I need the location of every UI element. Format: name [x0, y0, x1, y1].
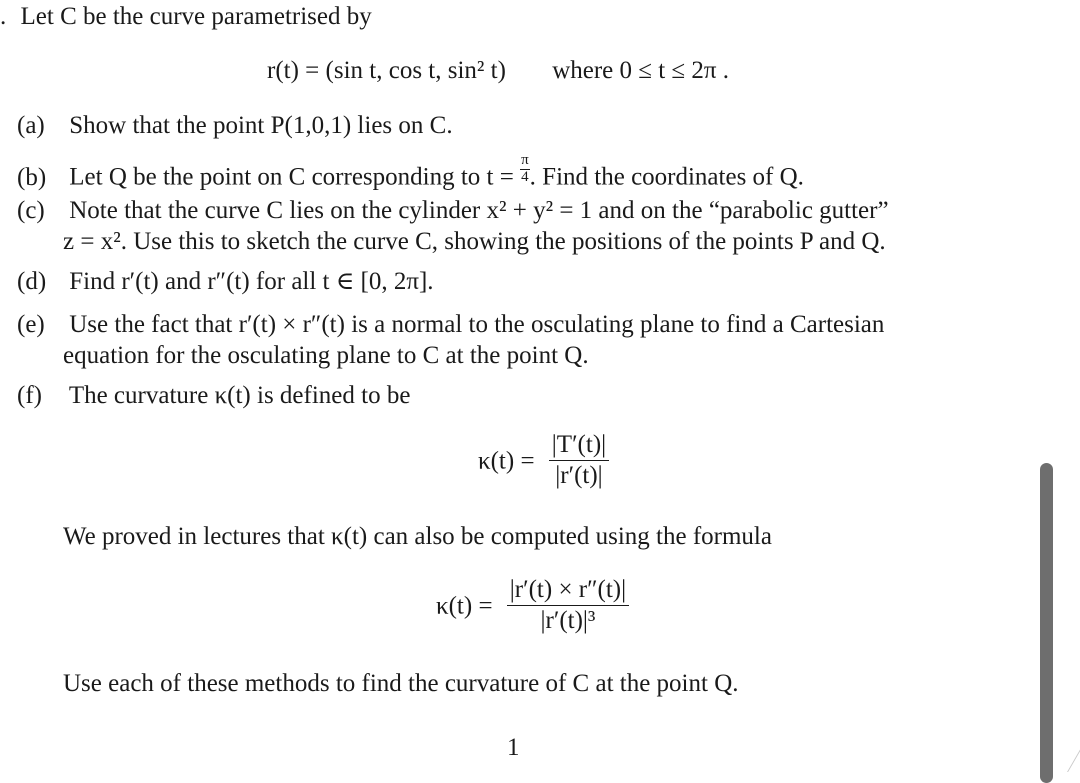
formula1-lhs: κ(t) = [478, 447, 535, 475]
formula1-fraction [549, 432, 609, 490]
formula2-fraction [507, 577, 629, 635]
part-b-text-before: Let Q be the point on C corresponding to t = [69, 163, 514, 191]
intro-text: Let C be the curve parametrised by [20, 3, 372, 30]
part-f [17, 383, 410, 408]
middle-text [63, 524, 772, 549]
part-c-line2 [63, 229, 886, 254]
part-a-text: Show that the point P(1,0,1) lies on C. [69, 112, 453, 139]
part-b-frac-den: 4 [521, 168, 529, 185]
vertical-scrollbar[interactable] [1040, 463, 1053, 783]
part-c-text-line1: Note that the curve C lies on the cylinder x² + y² = 1 and on the “parabolic gutter” [69, 197, 889, 224]
question-number: . [0, 3, 7, 30]
equation-condition: where 0 ≤ t ≤ 2π . [552, 57, 730, 84]
part-b-fraction [520, 153, 530, 186]
part-a-label: (a) [17, 112, 45, 139]
formula2-lhs: κ(t) = [436, 592, 493, 620]
formula1-num: |T′(t)| [549, 432, 609, 461]
part-e-text-line2: equation for the osculating plane to C at the point Q. [63, 342, 589, 369]
formula1-den: |r′(t)| [555, 462, 603, 490]
formula2-den: |r′(t)|³ [540, 607, 596, 635]
part-d-label: (d) [17, 268, 47, 295]
final-text-content: Use each of these methods to find the curvature of C at the point Q. [63, 670, 739, 697]
part-d [17, 269, 434, 294]
part-e-text-line1: Use the fact that r′(t) × r″(t) is a normal to the osculating plane to find a Cartesian [69, 311, 885, 338]
part-b-frac-num: π [521, 152, 529, 168]
part-c-label: (c) [17, 197, 45, 224]
middle-text-content: We proved in lectures that κ(t) can also be computed using the formula [63, 523, 772, 550]
page-number-text: 1 [507, 734, 520, 761]
question-intro [0, 4, 372, 29]
part-b [17, 153, 804, 190]
parametrization-equation [267, 58, 729, 83]
part-e-line1 [17, 312, 884, 337]
final-text [63, 671, 739, 696]
part-b-text-after: . Find the coordinates of Q. [529, 163, 804, 191]
part-f-text: The curvature κ(t) is defined to be [68, 382, 411, 409]
part-b-label: (b) [17, 163, 47, 191]
part-e-label: (e) [17, 311, 45, 338]
page-number [507, 735, 520, 760]
formula2-num: |r′(t) × r″(t)| [507, 577, 629, 606]
part-c-line1 [17, 198, 889, 223]
curvature-formula-1 [478, 432, 609, 490]
part-e-line2 [63, 343, 589, 368]
equation-lhs: r(t) = (sin t, cos t, sin² t) [267, 57, 506, 84]
page-curl-mark [1055, 748, 1080, 772]
part-c-text-line2: z = x². Use this to sketch the curve C, showing the positions of the points P and Q. [63, 228, 886, 255]
part-d-text: Find r′(t) and r″(t) for all t ∈ [0, 2π]. [69, 268, 434, 295]
part-f-label: (f) [17, 382, 42, 409]
part-a [17, 113, 453, 138]
curvature-formula-2 [436, 577, 629, 635]
